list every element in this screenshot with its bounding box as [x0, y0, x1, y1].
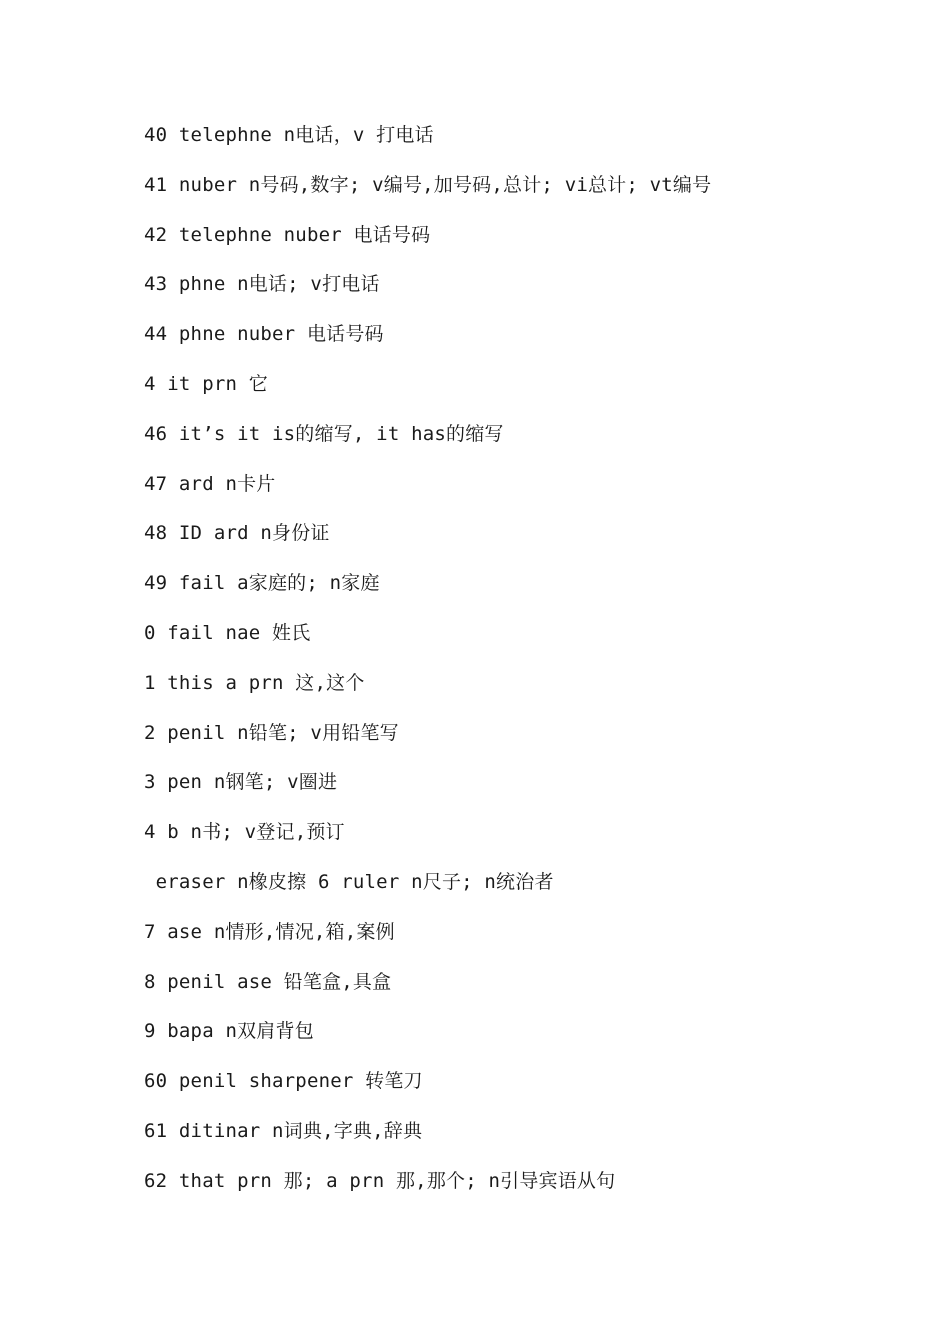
vocab-line: 49 fail a家庭的; n家庭 [144, 572, 380, 595]
vocab-line: 9 bapa n双肩背包 [144, 1020, 314, 1043]
vocab-line: 41 nuber n号码,数字; v编号,加号码,总计; vi总计; vt编号 [144, 173, 712, 196]
vocab-line: 43 phne n电话; v打电话 [144, 273, 380, 296]
vocab-line: 2 penil n铅笔; v用铅笔写 [144, 721, 399, 744]
vocab-line: 4 b n书; v登记,预订 [144, 821, 345, 844]
vocab-line: 48 ID ard n身份证 [144, 522, 330, 545]
vocab-line: 46 it’s it is的缩写, it has的缩写 [144, 422, 504, 445]
vocab-line: 47 ard n卡片 [144, 472, 276, 495]
vocab-line: 61 ditinar n词典,字典,辞典 [144, 1119, 423, 1142]
vocab-line: 7 ase n情形,情况,箱,案例 [144, 920, 395, 943]
vocab-line: 42 telephne nuber 电话号码 [144, 223, 431, 246]
vocab-line: 4 it prn 它 [144, 372, 268, 395]
vocab-line: 0 fail nae 姓氏 [144, 621, 311, 644]
vocab-line: eraser n橡皮擦 6 ruler n尺子; n统治者 [144, 870, 554, 893]
vocab-line: 1 this a prn 这,这个 [144, 671, 365, 694]
vocab-line: 3 pen n钢笔; v圈进 [144, 771, 338, 794]
vocab-line: 44 phne nuber 电话号码 [144, 323, 384, 346]
vocab-line: 60 penil sharpener 转笔刀 [144, 1070, 423, 1093]
vocab-line: 40 telephne n电话，v 打电话 [144, 124, 434, 146]
vocab-line: 8 penil ase 铅笔盒,具盒 [144, 970, 392, 993]
vocab-line: 62 that prn 那; a prn 那,那个; n引导宾语从句 [144, 1169, 616, 1192]
vocabulary-list [144, 120, 904, 1216]
